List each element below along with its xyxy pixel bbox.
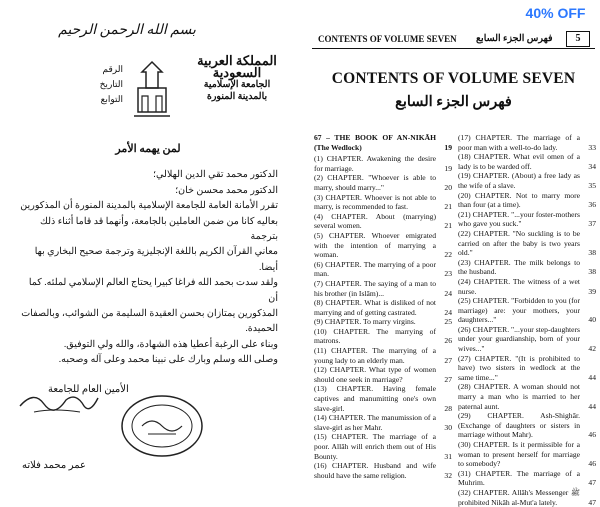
toc-entry [314, 193, 452, 212]
letter-body [18, 142, 278, 471]
toc-entry-page: 34 [588, 161, 596, 171]
letter-line: الدكتور محمد تقي الدين الهلالي؛ [152, 169, 278, 181]
toc-entry-page: 19 [444, 163, 452, 173]
toc-entry [314, 212, 452, 231]
toc-entry-text: (30) CHAPTER. Is it permissible for a woman to present herself for marriage to somebody? [458, 440, 580, 469]
toc-entry-text: (31) CHAPTER. The marriage of a Muhrim. [458, 468, 580, 488]
toc-entry-page: 24 [444, 288, 452, 298]
toc-entry-page: 21 [444, 221, 452, 231]
letterhead-line-2: الجامعة الإسلامية [203, 80, 271, 90]
toc-entry-text: (28) CHAPTER. A woman should not marry a man who is married to her paternal aunt. [458, 382, 580, 411]
toc-entry-text: (7) CHAPTER. The saying of a man to his brother (in Islām)... [314, 278, 436, 298]
toc-entry [458, 325, 596, 354]
toc-entry [458, 229, 596, 258]
toc-entry-text: (11) CHAPTER. The marrying of a young lady to an elderly man. [314, 346, 436, 365]
toc-entry [314, 279, 452, 298]
toc-entry-page: 27 [444, 374, 452, 384]
contents-column-left [314, 133, 452, 480]
basmala: بسم الله الرحمن الرحيم [58, 23, 196, 38]
letter-line: معاني القرآن الكريم باللغة الإنجليزية وترجمة صحيح البخاري بها [34, 246, 278, 258]
toc-entry [314, 298, 452, 317]
toc-entry [458, 354, 596, 383]
contents-column-right [458, 133, 596, 507]
letter-line: الدكتور محمد محسن خان؛ [175, 184, 278, 196]
toc-entry-page: 21 [444, 202, 452, 212]
letter-line: وبناء على الرغبة أعطيا هذه الشهادة، والله ولي التوفيق. [63, 338, 278, 350]
toc-entry [314, 461, 452, 480]
signatory-name: عمر محمد فلاته [22, 460, 86, 471]
toc-entry-text: (8) CHAPTER. What is disliked of not marrying and of getting castrated. [314, 298, 436, 317]
toc-entry-page: 32 [444, 470, 452, 480]
letter-line: تقرر الأمانة العامة للجامعة الإسلامية بالمدينة المنورة أن المذكورين [20, 200, 278, 212]
toc-entry [458, 296, 596, 325]
university-letterhead [178, 55, 296, 103]
toc-entry [314, 154, 452, 173]
toc-entry-text: (16) CHAPTER. Husband and wife should have the same religion. [314, 461, 436, 480]
toc-entry [314, 384, 452, 413]
toc-entry-page: 26 [444, 336, 452, 346]
toc-entry-page: 25 [444, 317, 452, 327]
signatory-title: الأمين العام للجامعة [48, 383, 129, 395]
toc-entry-page: 30 [444, 422, 452, 432]
toc-entry-text: (23) CHAPTER. The milk belongs to the husband. [458, 257, 580, 277]
page-number: 5 [566, 31, 590, 47]
toc-entry-page: 47 [588, 497, 596, 507]
running-header [312, 33, 595, 47]
letter-line: ولقد سدت بحمد الله فراغا كبيرا يحتاج العالم الإسلامي لملئه. كما أن [28, 277, 278, 304]
toc-entry-page: 22 [444, 250, 452, 260]
contents-title: CONTENTS OF VOLUME SEVEN [331, 70, 576, 87]
toc-entry-text: (24) CHAPTER. The witness of a wet nurse. [458, 276, 580, 296]
toc-entry-text: (4) CHAPTER. About (marrying) several women. [314, 211, 436, 231]
ref-date-label: التاريخ [99, 79, 123, 89]
toc-entry-text: (19) CHAPTER. (About) a free lady as the wife of a slave. [458, 171, 580, 190]
toc-entry-page: 38 [588, 248, 596, 258]
toc-entry-page: 46 [588, 430, 596, 440]
toc-entry [314, 413, 452, 432]
toc-entry-text: (13) CHAPTER. Having female captives and manumitting one's own slave-girl. [314, 384, 436, 413]
toc-entry [314, 173, 452, 192]
toc-entry [458, 133, 596, 152]
toc-entry [314, 327, 452, 346]
contents-title-arabic: فهرس الجزء السابع [395, 94, 512, 110]
toc-entry [458, 210, 596, 229]
contents-columns [314, 133, 596, 507]
toc-entry-page: 23 [444, 269, 452, 279]
toc-entry-page: 46 [588, 459, 596, 469]
ref-attachments-label: التوابع [100, 94, 123, 104]
toc-entry-text: 67 – THE BOOK OF AN-NIKĀH (The Wedlock) [314, 133, 436, 152]
letter-line: الحميدة. [245, 323, 278, 335]
toc-entry [458, 191, 596, 210]
letterhead-line-1: المملكة العربية السعودية [197, 53, 277, 80]
toc-entry-page: 31 [444, 451, 452, 461]
toc-entry-text: (5) CHAPTER. Whoever emigrated with the intention of marrying a woman. [314, 230, 436, 260]
toc-entry-page: 20 [444, 182, 452, 192]
toc-entry [458, 382, 596, 411]
university-emblem-icon [128, 58, 176, 122]
toc-entry-page: 42 [588, 344, 596, 354]
toc-entry-text: (1) CHAPTER. Awakening the desire for marriage. [314, 154, 436, 173]
ref-number-label: الرقم [102, 64, 123, 74]
toc-entry-text: (15) CHAPTER. The marriage of a poor. Allāh will enrich them out of His Bounty. [314, 432, 436, 461]
toc-entry [314, 231, 452, 260]
toc-entry-page: 28 [444, 403, 452, 413]
toc-entry-page: 38 [588, 267, 596, 277]
letter-line: بعاليه كانا من ضمن العاملين بالجامعة، وأنهما قد قاما أثناء ذلك بترجمة [40, 215, 278, 243]
toc-entry-page: 44 [588, 401, 596, 411]
toc-entry-text: (25) CHAPTER. "Forbidden to you (for marriage) are: your mothers, your daughters..." [458, 296, 580, 325]
toc-entry-text: (21) CHAPTER. "...your foster-mothers who gave you suck." [458, 209, 580, 229]
toc-entry-text: (32) CHAPTER. Allāh's Messenger ﷺ prohibited Nikāh al-Mut'a lately. [458, 487, 580, 507]
toc-entry [458, 152, 596, 171]
toc-entry-page: 47 [588, 478, 596, 488]
toc-entry-text: (20) CHAPTER. Not to marry more than four (at a time). [458, 190, 580, 210]
toc-entry [458, 469, 596, 488]
discount-badge[interactable]: 40% OFF [511, 0, 600, 26]
toc-entry [314, 432, 452, 461]
toc-entry-text: (6) CHAPTER. The marrying of a poor man. [314, 259, 436, 279]
toc-entry-page: 24 [444, 307, 452, 317]
toc-entry-page: 39 [588, 286, 596, 296]
certificate-page [0, 0, 300, 472]
toc-entry-text: (14) CHAPTER. The manumission of a slave-girl as her Mahr. [314, 413, 436, 432]
toc-entry [314, 346, 452, 365]
letter-line: وصلى الله وسلم وبارك على نبينا محمد وعلى آله وصحبه. [58, 354, 278, 366]
toc-entry-text: (9) CHAPTER. To marry virgins. [314, 317, 416, 327]
header-rule [312, 48, 595, 49]
running-header-title-arabic: فهرس الجزء السابع [476, 34, 553, 44]
toc-entry-page: 44 [588, 372, 596, 382]
toc-entry [458, 171, 596, 190]
letterhead-line-3: بالمدينة المنورة [206, 92, 268, 102]
toc-entry [458, 258, 596, 277]
toc-entry [458, 440, 596, 469]
toc-entry [314, 260, 452, 279]
book-heading [314, 133, 452, 152]
toc-entry [458, 488, 596, 507]
letter-references [75, 62, 123, 107]
toc-entry [314, 365, 452, 384]
toc-entry [314, 317, 452, 327]
toc-entry-text: (27) CHAPTER. "(It is prohibited to have) two sisters in wedlock at the same time..." [458, 353, 580, 382]
toc-entry-page: 19 [444, 142, 452, 152]
toc-entry-page: 37 [588, 219, 596, 229]
toc-entry-text: (17) CHAPTER. The marriage of a poor man with a well-to-do lady. [458, 133, 580, 152]
handwritten-signature-icon [14, 384, 104, 418]
letter-line: المذكورين يمتازان بحسن العقيدة السليمة من الشوائب، وبالصفات [21, 308, 278, 320]
toc-entry-page: 35 [588, 180, 596, 190]
running-header-title: CONTENTS OF VOLUME SEVEN [318, 34, 457, 44]
toc-entry [458, 411, 596, 440]
toc-entry-page: 33 [588, 142, 596, 152]
toc-entry-text: (10) CHAPTER. The marrying of matrons. [314, 326, 436, 346]
toc-entry-page: 40 [588, 315, 596, 325]
letter-line: أيضا. [259, 261, 278, 273]
toc-entry-text: (3) CHAPTER. Whoever is not able to marry, is recommended to fast. [314, 192, 436, 212]
toc-entry-page: 36 [588, 200, 596, 210]
letter-salutation: لمن يهمه الأمر [115, 143, 181, 155]
toc-entry-text: (2) CHAPTER. "Whoever is able to marry, should marry..." [314, 173, 436, 192]
toc-entry [458, 277, 596, 296]
official-stamp-icon [118, 392, 206, 460]
toc-entry-text: (29) CHAPTER. Ash-Shighār. (Exchange of daughters or sisters in marriage without Mahr). [458, 411, 580, 440]
toc-entry-text: (22) CHAPTER. "No suckling is to be carried on after the baby is two years old." [458, 228, 580, 258]
toc-entry-text: (18) CHAPTER. What evil omen of a lady is to be warded off. [458, 152, 580, 171]
toc-entry-text: (12) CHAPTER. What type of women should one seek in marriage? [314, 365, 436, 384]
toc-entry-page: 27 [444, 355, 452, 365]
toc-entry-text: (26) CHAPTER. "...your step-daughters under your guardianship, born of your wives..." [458, 324, 580, 354]
